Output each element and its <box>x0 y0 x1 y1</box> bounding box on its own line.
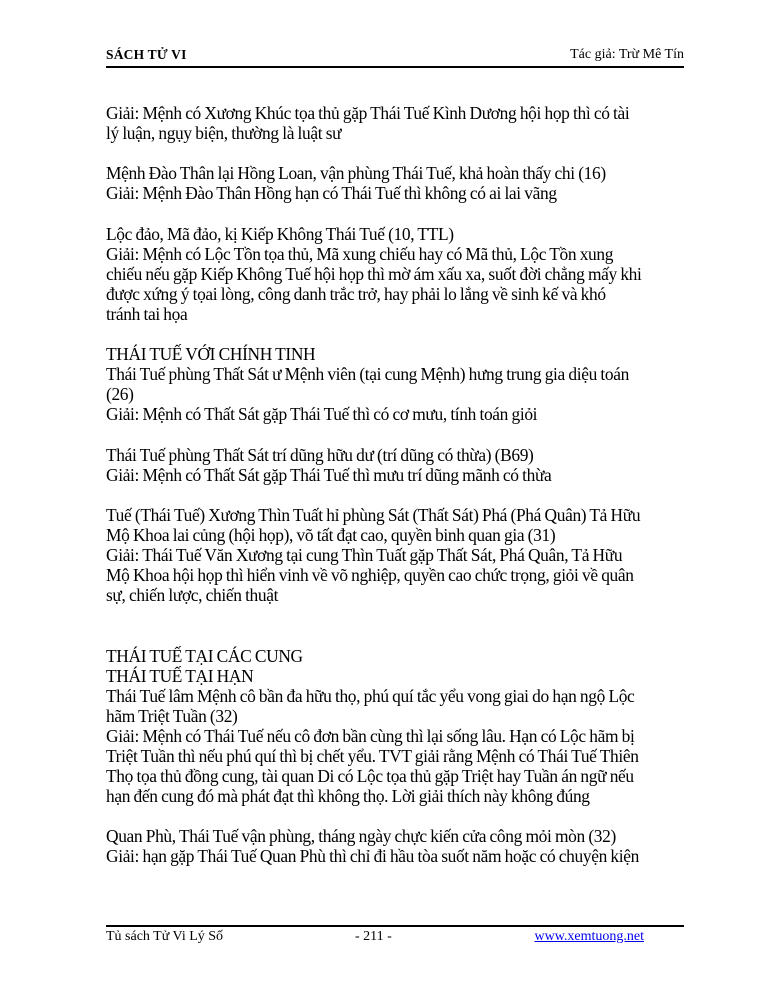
page-footer <box>106 929 684 947</box>
text-line: Giải: Mệnh có Thái Tuế nếu cô đơn bần cùng thì lại sống lâu. Hạn có Lộc hãm bị <box>106 725 635 746</box>
text-line: lý luận, ngụy biện, thường là luật sư <box>106 123 342 144</box>
text-line: được xứng ý tọai lòng, công danh trắc trở, hay phải lo lắng về sinh kế và khó <box>106 283 606 304</box>
text-line: Giải: hạn gặp Thái Tuế Quan Phù thì chỉ đi hầu tòa suốt năm hoặc có chuyện kiện <box>106 846 639 867</box>
paragraph-gap <box>106 143 696 163</box>
website-link[interactable]: www.xemtuong.net <box>534 929 644 944</box>
text-line: hạn đến cung đó mà phát đạt thì không thọ. Lời giải thích này không đúng <box>106 786 590 807</box>
series-name: Tủ sách Tử Vi Lý Số <box>106 929 224 944</box>
text-line: Giải: Thái Tuế Văn Xương tại cung Thìn Tuất gặp Thất Sát, Phá Quân, Tả Hữu <box>106 545 623 566</box>
text-line: Mộ Khoa hội họp thì hiển vinh về võ nghiệp, quyền cao chức trọng, giỏi về quân <box>106 565 634 586</box>
text-line: (26) <box>106 384 134 405</box>
text-line: Thái Tuế phùng Thất Sát ư Mệnh viên (tại cung Mệnh) hưng trung gia diệu toán <box>106 364 629 385</box>
book-title: SÁCH TỬ VI <box>106 47 187 62</box>
text-line: Thái Tuế phùng Thất Sát trí dũng hữu dư (trí dũng có thừa) (B69) <box>106 444 534 465</box>
text-line: Giải: Mệnh có Thất Sát gặp Thái Tuế thì mưu trí dũng mãnh có thừa <box>106 464 552 485</box>
paragraph-gap <box>106 806 696 826</box>
text-line: Giải: Mệnh có Thất Sát gặp Thái Tuế thì có cơ mưu, tính toán giỏi <box>106 404 538 425</box>
footer-divider <box>106 925 684 927</box>
text-line: Mệnh Đào Thân lại Hồng Loan, vận phùng Thái Tuế, khả hoàn thấy chi (16) <box>106 163 606 184</box>
text-line: Giải: Mệnh Đào Thân Hồng hạn có Thái Tuế thì không có ai lai vãng <box>106 183 557 204</box>
page-header <box>106 47 684 65</box>
text-line: THÁI TUẾ TẠI HẠN <box>106 665 254 686</box>
paragraph-gap <box>106 324 696 344</box>
text-line: Thọ tọa thủ đồng cung, tài quan Di có Lộc tọa thủ gặp Triệt hay Tuần án ngữ nếu <box>106 766 634 787</box>
page-number: - 211 - <box>355 929 392 944</box>
text-line: tránh tai họa <box>106 303 188 324</box>
text-line: chiếu nếu gặp Kiếp Không Tuế hội họp thì mờ ám xấu xa, suốt đời chẳng mấy khi <box>106 263 642 284</box>
paragraph-gap <box>106 203 696 223</box>
text-line: Tuế (Thái Tuế) Xương Thìn Tuất hỉ phùng Sát (Thất Sát) Phá (Phá Quân) Tả Hữu <box>106 504 641 525</box>
paragraph-gap <box>106 605 696 645</box>
text-line: THÁI TUẾ VỚI CHÍNH TINH <box>106 344 316 365</box>
text-line: Giải: Mệnh có Xương Khúc tọa thủ gặp Thái Tuế Kình Dương hội họp thì có tài <box>106 103 630 123</box>
page-body <box>106 103 696 867</box>
text-line: Lộc đảo, Mã đảo, kị Kiếp Không Thái Tuế (10, TTL) <box>106 223 454 244</box>
text-line: hãm Triệt Tuần (32) <box>106 705 238 726</box>
text-line: THÁI TUẾ TẠI CÁC CUNG <box>106 645 303 666</box>
header-divider <box>106 66 684 68</box>
paragraph-gap <box>106 425 696 445</box>
text-line: Thái Tuế lâm Mệnh cô bần đa hữu thọ, phú quí tắc yểu vong giai do hạn ngộ Lộc <box>106 685 635 706</box>
text-line: sự, chiến lược, chiến thuật <box>106 585 279 606</box>
text-line: Giải: Mệnh có Lộc Tồn tọa thủ, Mã xung chiếu hay có Mã thủ, Lộc Tồn xung <box>106 243 614 264</box>
author-credit: Tác giả: Trừ Mê Tín <box>570 47 684 62</box>
paragraph-gap <box>106 485 696 505</box>
text-line: Triệt Tuần thì nếu phú quí thì bị chết yểu. TVT giải rằng Mệnh có Thái Tuế Thiên <box>106 746 639 766</box>
text-line: Mộ Khoa lai củng (hội họp), võ tất đạt cao, quyền binh quan gia (31) <box>106 524 556 545</box>
text-line: Quan Phù, Thái Tuế vận phùng, tháng ngày chực kiến cửa công mỏi mòn (32) <box>106 826 616 847</box>
